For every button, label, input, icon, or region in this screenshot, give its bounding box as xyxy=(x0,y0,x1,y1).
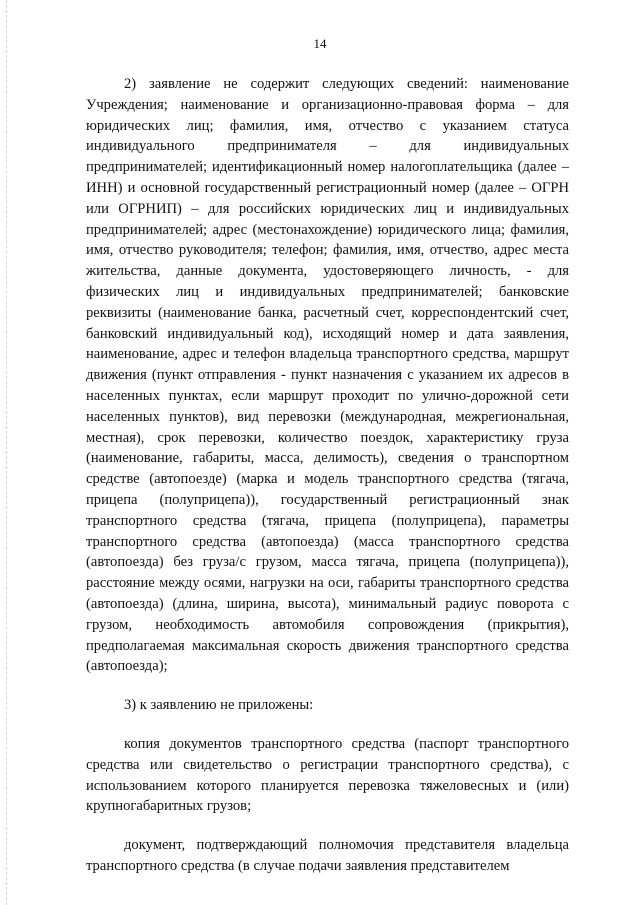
page-number: 14 xyxy=(313,36,327,51)
paragraph-representative-authority: документ, подтверждающий полномочия представителя владельца транспортного средства (в случае подачи заявления представителем xyxy=(86,837,569,874)
paragraph-item-3: 3) к заявлению не приложены: xyxy=(124,697,314,714)
paragraph-vehicle-documents: копия документов транспортного средства (паспорт транспортного средства или свидетельство о регистрации транспортного средства), с использованием которого планируется перевозка тяжеловесных и (или) крупногабаритных грузов; xyxy=(86,735,569,815)
paragraph-item-2: 2) заявление не содержит следующих сведений: наименование Учреждения; наименование и организационно-правовая форма – для юридических лиц; фамилия, имя, отчество с указанием статуса индивидуального предпринимателя – для индивидуальных предпринимателей; идентификационный номер налогоплательщика (далее – ИНН) и основной государственный регистрационный номер (далее – ОГРН или ОГРНИП) – для российских юридических лиц и индивидуальных предпринимателей; адрес (местонахождение) юридического лица; фамилия, имя, отчество руководителя; телефон; фамилия, имя, отчество, адрес места жительства, данные документа, удостоверяющего личность, - для физических лиц и индивидуальных предпринимателей; банковские реквизиты (наименование банка, расчетный счет, корреспондентский счет, банковский индивидуальный код), исходящий номер и дата заявления, наименование, адрес и телефон владельца транспортного средства, маршрут движения (пункт отправления - пункт назначения с указанием их адресов в населенных пунктах, если маршрут проходит по улично-дорожной сети населенных пунктов), вид перевозки (международная, межрегиональная, местная), срок перевозки, количество поездок, характеристику груза (наименование, габариты, масса, делимость), сведения о транспортном средстве (автопоезде) (марка и модель транспортного средства (тягача, прицепа (полуприцепа)), государственный регистрационный знак транспортного средства (тягача, прицепа (полуприцепа), параметры транспортного средства (автопоезда) (масса транспортного средства (автопоезда) без груза/с грузом, масса тягача, прицепа (полуприцепа)), расстояние между осями, нагрузки на оси, габариты транспортного средства (автопоезда) (длина, ширина, высота), минимальный радиус поворота с грузом, необходимость автомобиля сопровождения (прикрытия), предполагаемая максимальная скорость движения транспортного средства (автопоезда); xyxy=(86,76,569,675)
document-body xyxy=(86,74,569,877)
scan-edge-line xyxy=(6,0,7,905)
